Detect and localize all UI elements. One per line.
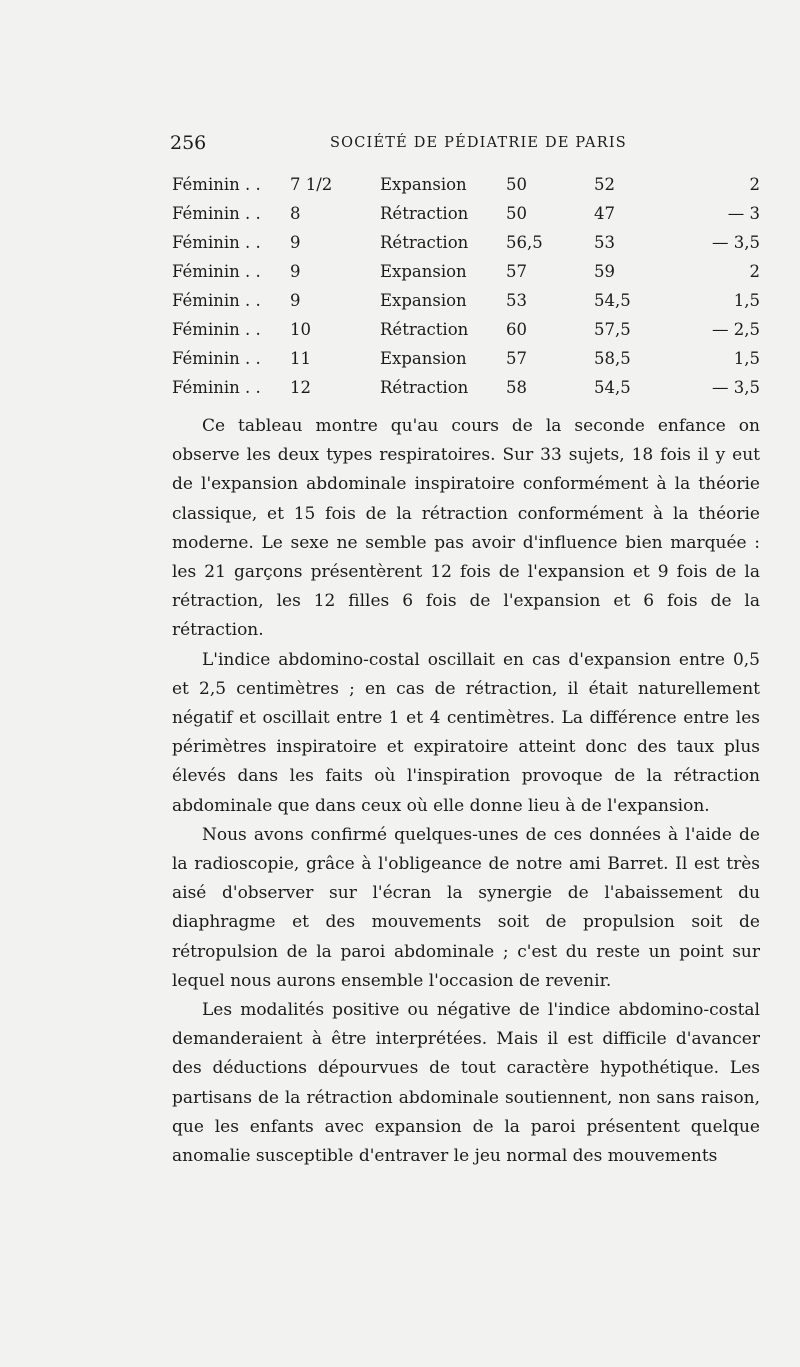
cell-sex: Féminin . .: [172, 233, 261, 252]
running-title: SOCIÉTÉ DE PÉDIATRIE DE PARIS: [330, 135, 627, 151]
cell-sex: Féminin . .: [172, 320, 261, 339]
cell-sex: Féminin . .: [172, 291, 261, 310]
cell-sex: Féminin . .: [172, 262, 261, 281]
cell-exp: 53: [594, 233, 615, 252]
paragraph-3: Nous avons confirmé quelques-unes de ces données à l'aide de la radioscopie, grâce à l'obligeance de notre ami Barret. Il est très aisé d'observer sur l'écran la synergie de l'abaissement du diaphragme et des mouvements soit de propulsion soit de rétropulsion de la paroi abdominale ; c'est du reste un point sur lequel nous aurons ensemble l'occasion de revenir.: [172, 824, 760, 991]
cell-insp: 50: [506, 204, 527, 223]
cell-insp: 53: [506, 291, 527, 310]
cell-exp: 47: [594, 204, 615, 223]
cell-diff: 1,5: [733, 291, 760, 310]
cell-diff: — 3: [727, 204, 760, 223]
paragraph-1: Ce tableau montre qu'au cours de la seconde enfance on observe les deux types respiratoires. Sur 33 sujets, 18 fois il y eut de l'expansion abdominale inspiratoire conformément à la théorie classique, et 15 fois de la rétraction conformément à la théorie moderne. Le sexe ne semble pas avoir d'influence bien marquée : les 21 garçons présentèrent 12 fois de l'expansion et 9 fois de la rétraction, les 12 filles 6 fois de l'expansion et 6 fois de la rétraction.: [172, 416, 760, 641]
cell-diff: — 3,5: [712, 233, 760, 252]
cell-insp: 57: [506, 349, 527, 368]
cell-type: Rétraction: [380, 233, 469, 252]
cell-age: 12: [290, 378, 311, 397]
body-text: [172, 412, 760, 1171]
cell-type: Expansion: [380, 262, 467, 281]
paragraph-4: Les modalités positive ou négative de l'indice abdomino-costal demanderaient à être interprétées. Mais il est difficile d'avancer des déductions dépourvues de tout caractère hypothétique. Les partisans de la rétraction abdominale soutiennent, non sans raison, que les enfants avec expansion de la paroi présentent quelque anomalie susceptible d'entraver le jeu normal des mouvements: [172, 1000, 760, 1167]
table-row: [172, 170, 760, 199]
table-row: [172, 228, 760, 257]
cell-age: 9: [290, 291, 301, 310]
cell-exp: 54,5: [594, 378, 631, 397]
cell-age: 10: [290, 320, 311, 339]
measurements-table: [172, 170, 760, 402]
table-row: [172, 286, 760, 315]
cell-age: 9: [290, 262, 301, 281]
cell-insp: 50: [506, 175, 527, 194]
cell-type: Expansion: [380, 175, 467, 194]
cell-type: Rétraction: [380, 204, 469, 223]
cell-insp: 58: [506, 378, 527, 397]
cell-diff: 1,5: [733, 349, 760, 368]
cell-exp: 57,5: [594, 320, 631, 339]
cell-exp: 58,5: [594, 349, 631, 368]
cell-sex: Féminin . .: [172, 349, 261, 368]
table-row: [172, 257, 760, 286]
cell-type: Expansion: [380, 291, 467, 310]
cell-type: Expansion: [380, 349, 467, 368]
cell-age: 11: [290, 349, 311, 368]
cell-exp: 52: [594, 175, 615, 194]
table-row: [172, 315, 760, 344]
cell-type: Rétraction: [380, 378, 469, 397]
paragraph-2: L'indice abdomino-costal oscillait en cas d'expansion entre 0,5 et 2,5 centimètres ; en cas de rétraction, il était naturellement négatif et oscillait entre 1 et 4 centimètres. La différence entre les périmètres inspiratoire et expiratoire atteint donc des taux plus élevés dans les faits où l'inspiration provoque de la rétraction abdominale que dans ceux où elle donne lieu à de l'expansion.: [172, 649, 760, 816]
table-row: [172, 199, 760, 228]
cell-diff: — 3,5: [712, 378, 760, 397]
cell-age: 9: [290, 233, 301, 252]
page-number: 256: [170, 132, 207, 154]
cell-sex: Féminin . .: [172, 204, 261, 223]
cell-type: Rétraction: [380, 320, 469, 339]
cell-age: 8: [290, 204, 301, 223]
cell-insp: 60: [506, 320, 527, 339]
cell-sex: Féminin . .: [172, 378, 261, 397]
cell-diff: 2: [749, 175, 760, 194]
cell-insp: 56,5: [506, 233, 543, 252]
cell-age: 7 1/2: [290, 175, 333, 194]
cell-insp: 57: [506, 262, 527, 281]
cell-sex: Féminin . .: [172, 175, 261, 194]
cell-diff: — 2,5: [712, 320, 760, 339]
table-row: [172, 373, 760, 402]
cell-diff: 2: [749, 262, 760, 281]
table-row: [172, 344, 760, 373]
page-header: [170, 132, 760, 162]
cell-exp: 54,5: [594, 291, 631, 310]
cell-exp: 59: [594, 262, 615, 281]
